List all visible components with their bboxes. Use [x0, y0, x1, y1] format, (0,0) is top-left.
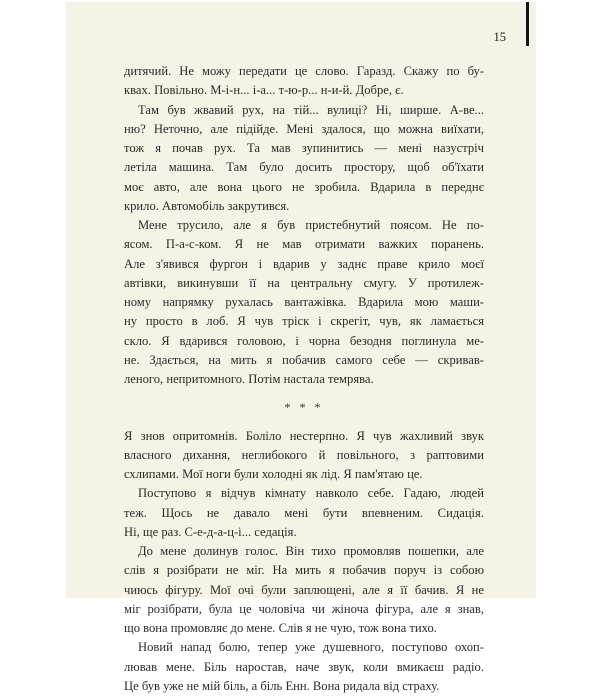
text-line: дитячий. Не можу передати це слово. Гаразд. Скажу по бу- — [124, 62, 484, 81]
text-line: До мене долинув голос. Він тихо промовляв пошепки, але — [124, 542, 484, 561]
text-line: не. Здається, на мить я побачив самого себе — скривав- — [124, 351, 484, 370]
text-line: чиюсь фігуру. Мої очі були заплющені, але я її бачив. Я не — [124, 581, 484, 600]
text-line: квах. Повільно. М-і-н... і-а... т-ю-р... н-и-й. Добре, є. — [124, 81, 484, 100]
section-separator: * * * — [124, 398, 484, 417]
text-line: ному напрямку рухалась вантажівка. Вдарила мою маши- — [124, 293, 484, 312]
book-page — [66, 2, 536, 598]
text-line: Мене трусило, але я був пристебнутий поясом. Не по- — [124, 216, 484, 235]
text-line: леного, непритомного. Потім настала темрява. — [124, 370, 484, 389]
text-line: Це був уже не мій біль, а біль Енн. Вона ридала від страху. — [124, 677, 484, 696]
text-line: що вона промовляє до мене. Слів я не чую, тож вона тихо. — [124, 619, 484, 638]
text-line: ню? Неточно, але підійде. Мені здалося, що можна виїхати, — [124, 120, 484, 139]
text-line: тож я почав рух. Та мав зупинитись — мені назустріч — [124, 139, 484, 158]
text-section-before-break — [124, 62, 484, 389]
text-line: Там був жвавий рух, на тій... вулиці? Ні, ширше. А-ве... — [124, 101, 484, 120]
text-line: моє авто, але вона цього не зробила. Вдарила в переднє — [124, 178, 484, 197]
text-line: Новий напад болю, тепер уже душевного, поступово охоп- — [124, 638, 484, 657]
text-line: Я знов опритомнів. Боліло нестерпно. Я чув жахливий звук — [124, 427, 484, 446]
text-line: міг розібрати, була це чоловіча чи жіноча фігура, але я знав, — [124, 600, 484, 619]
page-body — [124, 62, 484, 696]
text-line: слів я розібрати не міг. На мить я побачив поруч із собою — [124, 561, 484, 580]
text-line: летіла машина. Там було досить простору, щоб об'їхати — [124, 158, 484, 177]
text-line: лював мене. Біль наростав, наче звук, коли вмикаєш радіо. — [124, 658, 484, 677]
text-line: скло. Я вдарився головою, і чорна безодня поглинула ме- — [124, 332, 484, 351]
text-line: схлипами. Мої ноги були холодні як лід. Я пам'ятаю це. — [124, 465, 484, 484]
text-line: Ні, ще раз. С-е-д-а-ц-і... седація. — [124, 523, 484, 542]
text-line: ну просто в лоб. Я чув тріск і скрегіт, чув, як ламається — [124, 312, 484, 331]
text-line: Поступово я відчув кімнату навколо себе. Гадаю, людей — [124, 484, 484, 503]
text-line: ясом. П-а-с-ком. Я не мав отримати важких поранень. — [124, 235, 484, 254]
text-section-after-break — [124, 427, 484, 696]
text-line: Але з'явився фургон і вдарив у заднє праве крило моєї — [124, 255, 484, 274]
bookmark-ribbon — [526, 2, 529, 46]
text-line: автівки, викинувши її на центральну смугу. У протилеж- — [124, 274, 484, 293]
text-line: власного дихання, неглибокого й повільного, з раптовими — [124, 446, 484, 465]
separator-gap — [124, 418, 484, 427]
text-line: теж. Щось не давало мені бути впевненим. Сидація. — [124, 504, 484, 523]
text-line: крило. Автомобіль закрутився. — [124, 197, 484, 216]
page-number: 15 — [466, 30, 506, 45]
